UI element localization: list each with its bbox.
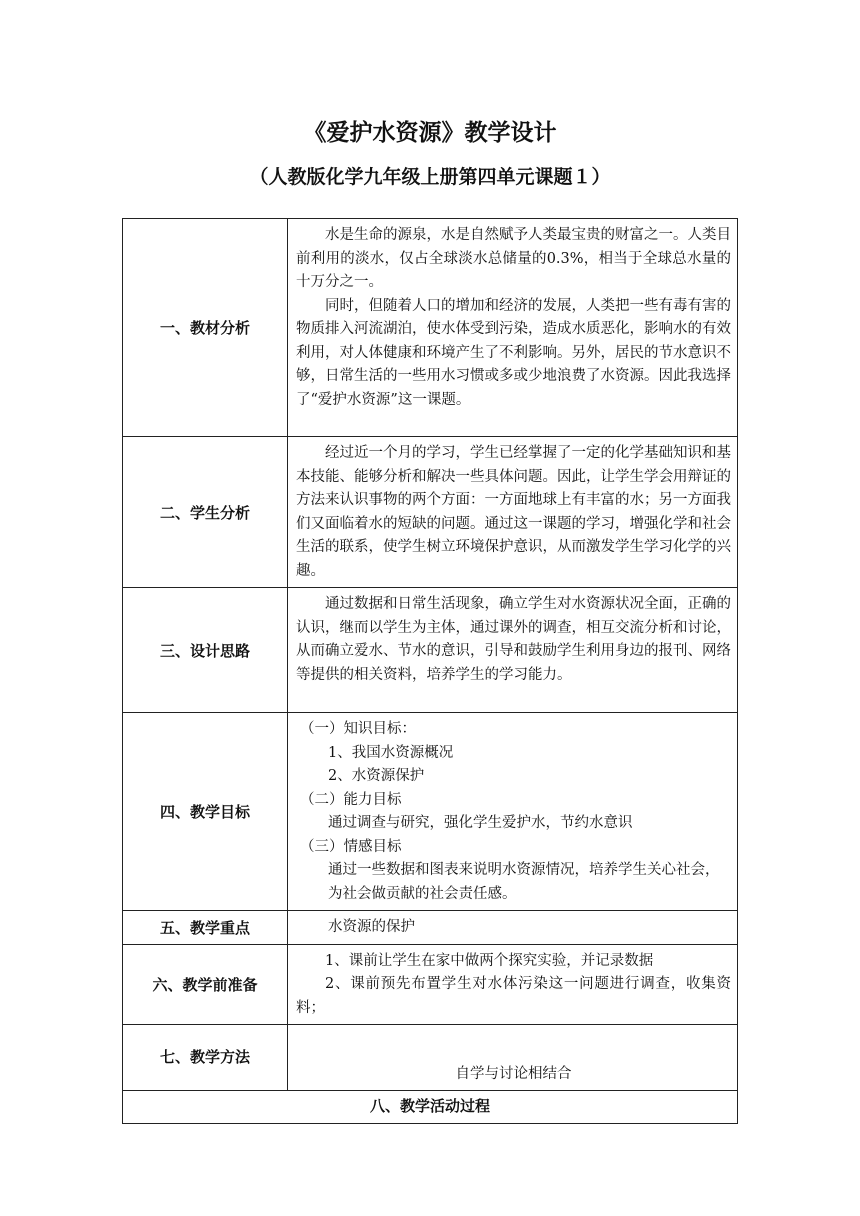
paragraph: 通过数据和日常生活现象，确立学生对水资源状况全面，正确的认识，继而以学生为主体，通过课外的调查，相互交流分析和讨论，从而确立爱水、节水的意识，引导和鼓励学生利用身边的报刊、网络等提供的相关资料，培养学生的学习能力。 xyxy=(296,596,731,683)
section-row-teaching-methods xyxy=(123,1025,738,1091)
section-row-student-analysis xyxy=(123,437,738,588)
section-label: 四、教学目标 xyxy=(123,713,288,911)
section-row-activity-process xyxy=(123,1091,738,1124)
objective-heading: （二）能力目标 xyxy=(300,791,402,808)
section-content xyxy=(288,437,738,588)
lesson-plan-table xyxy=(122,218,738,1124)
section-content xyxy=(288,219,738,437)
section-row-textbook-analysis xyxy=(123,219,738,437)
document-title: 《爱护水资源》教学设计 xyxy=(303,120,557,146)
section-row-design-approach xyxy=(123,588,738,713)
section-label: 七、教学方法 xyxy=(123,1025,288,1091)
section-heading: 八、教学活动过程 xyxy=(123,1091,738,1124)
paragraph: 同时，但随着人口的增加和经济的发展，人类把一些有毒有害的物质排入河流湖泊，使水体受到污染，造成水质恶化，影响水的有效利用，对人体健康和环境产生了不利影响。另外，居民的节水意识不够，日常生活的一些用水习惯或多或少地浪费了水资源。因此我选择了“爱护水资源”这一课题。 xyxy=(296,297,731,408)
objective-item: 1、我国水资源概况 xyxy=(328,744,454,761)
objective-item: 通过一些数据和图表来说明水资源情况，培养学生关心社会，为社会做贡献的社会责任感。 xyxy=(328,862,720,902)
section-content xyxy=(288,911,738,945)
section-content: 自学与讨论相结合 xyxy=(288,1025,738,1091)
section-label: 一、教材分析 xyxy=(123,219,288,437)
paragraph: 水资源的保护 xyxy=(328,919,415,935)
paragraph: 水是生命的源泉，水是自然赋予人类最宝贵的财富之一。人类目前利用的淡水，仅占全球淡水总储量的0.3%，相当于全球总水量的十万分之一。 xyxy=(296,227,731,290)
section-content xyxy=(288,713,738,911)
section-label: 三、设计思路 xyxy=(123,588,288,713)
objective-item: 通过调查与研究，强化学生爱护水，节约水意识 xyxy=(328,815,633,831)
objective-heading: （一）知识目标： xyxy=(300,721,416,737)
paragraph: 经过近一个月的学习，学生已经掌握了一定的化学基础知识和基本技能、能够分析和解决一些具体问题。因此，让学生学会用辩证的方法来认识事物的两个方面：一方面地球上有丰富的水；另一方面我们又面临着水的短缺的问题。通过这一课题的学习，增强化学和社会生活的联系，使学生树立环境保护意识，从而激发学生学习化学的兴趣。 xyxy=(296,445,731,579)
section-label: 二、学生分析 xyxy=(123,437,288,588)
section-content xyxy=(288,588,738,713)
objective-heading: （三）情感目标 xyxy=(300,838,402,855)
section-content xyxy=(288,944,738,1025)
document-subtitle: （人教版化学九年级上册第四单元课题１） xyxy=(249,166,611,188)
paragraph: 1、课前让学生在家中做两个探究实验，并记录数据 xyxy=(325,952,654,969)
section-row-teaching-objectives xyxy=(123,713,738,911)
objective-item: 2、水资源保护 xyxy=(328,768,425,784)
paragraph: 2、课前预先布置学生对水体污染这一问题进行调查，收集资料； xyxy=(296,976,731,1016)
section-row-key-points xyxy=(123,911,738,945)
section-label: 六、教学前准备 xyxy=(123,944,288,1025)
section-label: 五、教学重点 xyxy=(123,911,288,945)
section-row-preparation xyxy=(123,944,738,1025)
